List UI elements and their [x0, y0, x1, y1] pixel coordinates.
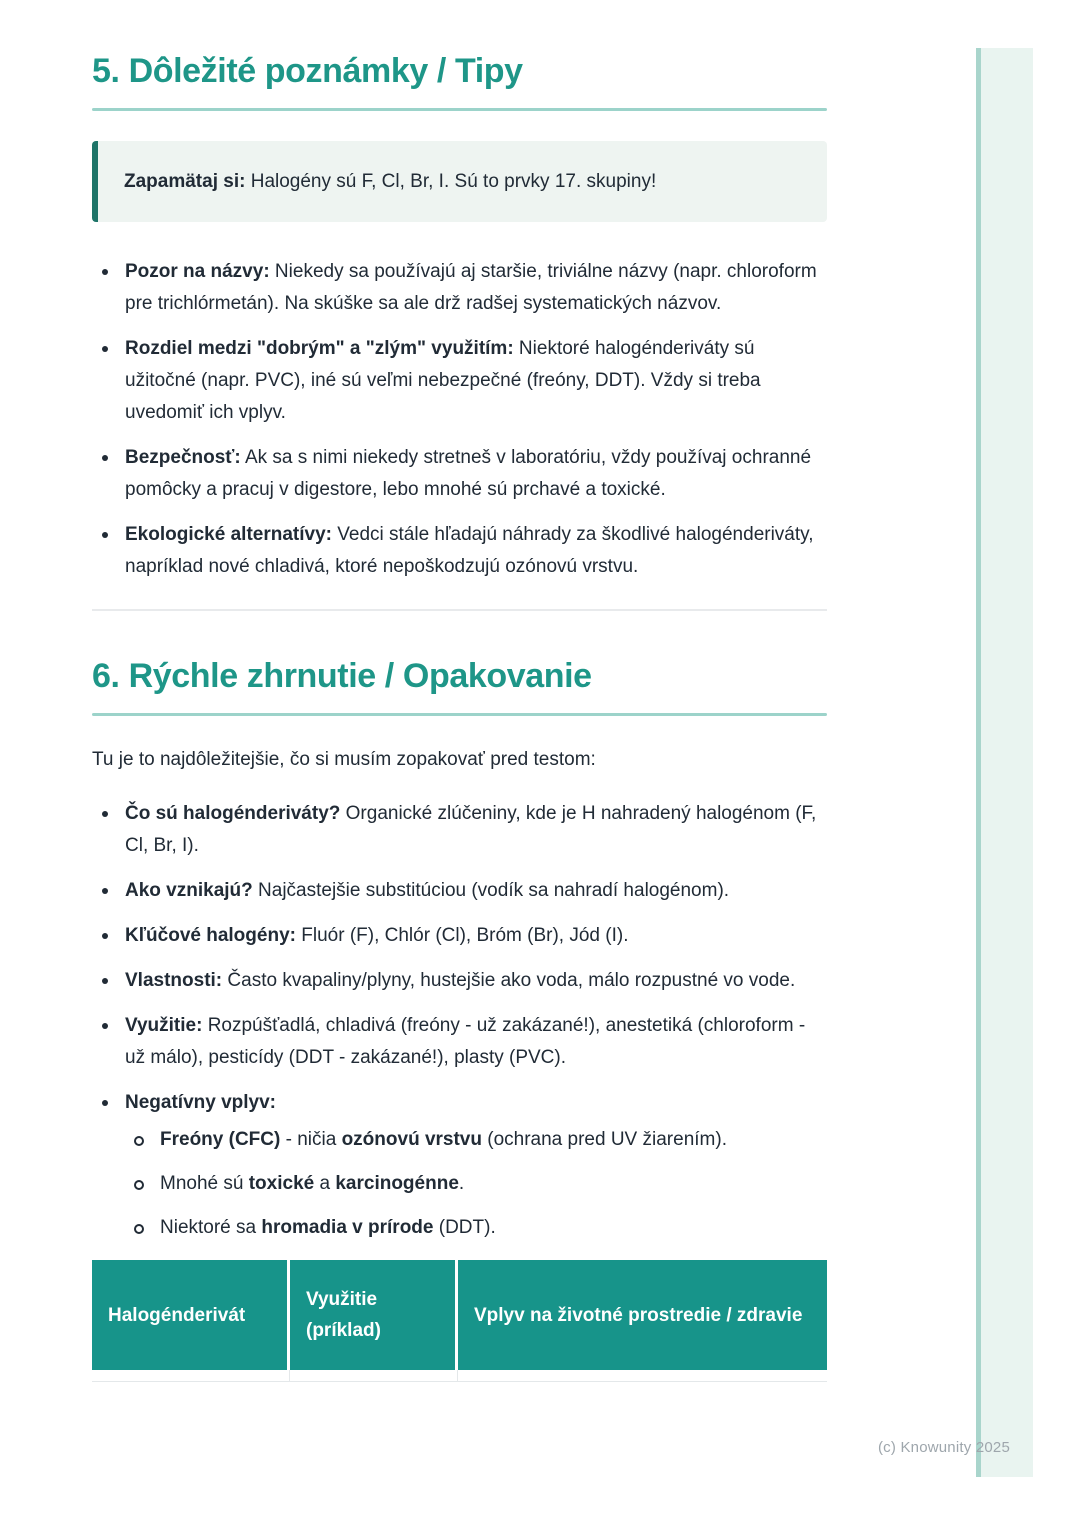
sub-list-item — [125, 1168, 827, 1200]
bullet-icon — [102, 978, 108, 984]
list-item-text: Vlastnosti: Často kvapaliny/plyny, hustejšie ako voda, málo rozpustné vo vode. — [125, 970, 796, 991]
list-item — [92, 333, 827, 429]
sub-list-item-text: Freóny (CFC) - ničia ozónovú vrstvu (ochrana pred UV žiarením). — [160, 1129, 727, 1150]
section-5-title: 5. Dôležité poznámky / Tipy — [92, 52, 523, 90]
circle-bullet-icon — [134, 1180, 144, 1190]
section-5-list — [92, 256, 827, 583]
document-content — [92, 52, 827, 1382]
table-header-vyuzitie: Využitie (príklad) — [290, 1260, 458, 1370]
list-item — [92, 442, 827, 506]
bullet-icon — [102, 1100, 108, 1106]
list-item-negative-impact — [92, 1087, 827, 1244]
section-6-list — [92, 798, 827, 1244]
bullet-icon — [102, 532, 108, 538]
sub-list-item — [125, 1212, 827, 1244]
list-item-text: Pozor na názvy: Niekedy sa používajú aj staršie, triviálne názvy (napr. chloroform pre trichlórmetán). Na skúške sa ale drž radšej systematických názvov. — [125, 261, 817, 314]
page-edge-stripe-line — [976, 48, 981, 1477]
table-row — [92, 1370, 827, 1382]
bullet-icon — [102, 888, 108, 894]
remember-callout-text: Zapamätaj si: Halogény sú F, Cl, Br, I. Sú to prvky 17. skupiny! — [124, 171, 657, 192]
list-item-text: Kľúčové halogény: Fluór (F), Chlór (Cl), Bróm (Br), Jód (I). — [125, 925, 629, 946]
circle-bullet-icon — [134, 1224, 144, 1234]
section-divider — [92, 609, 827, 611]
list-item — [92, 519, 827, 583]
table-header-vplyv: Vplyv na životné prostredie / zdravie — [458, 1260, 827, 1370]
summary-table-header-row — [92, 1260, 827, 1370]
list-item-text: Rozdiel medzi "dobrým" a "zlým" využitím: Niektoré halogénderiváty sú užitočné (napr. PVC), iné sú veľmi nebezpečné (freóny, DDT). Vždy si treba uvedomiť ich vplyv. — [125, 338, 761, 423]
sub-list-item-text: Niektoré sa hromadia v prírode (DDT). — [160, 1217, 496, 1238]
list-item — [92, 798, 827, 862]
list-item-text: Ekologické alternatívy: Vedci stále hľadajú náhrady za škodlivé halogénderiváty, napríklad nové chladivá, ktoré nepoškodzujú ozónovú vrstvu. — [125, 524, 814, 577]
section-6-intro: Tu je to najdôležitejšie, čo si musím zopakovať pred testom: — [92, 749, 596, 770]
bullet-icon — [102, 269, 108, 275]
negative-impact-sublist — [125, 1124, 827, 1244]
list-item — [92, 965, 827, 997]
page-edge-stripe-background — [981, 48, 1033, 1477]
list-item-text: Ako vznikajú? Najčastejšie substitúciou (vodík sa nahradí halogénom). — [125, 880, 730, 901]
list-item — [92, 875, 827, 907]
bullet-icon — [102, 933, 108, 939]
copyright-notice: (c) Knowunity 2025 — [877, 1439, 1010, 1456]
section-6-title-rule — [92, 713, 827, 716]
summary-table — [92, 1260, 827, 1382]
bullet-icon — [102, 1023, 108, 1029]
sub-list-item — [125, 1124, 827, 1156]
list-item — [92, 1010, 827, 1074]
bullet-icon — [102, 346, 108, 352]
list-item-text: Bezpečnosť: Ak sa s nimi niekedy stretneš v laboratóriu, vždy používaj ochranné pomôcky a pracuj v digestore, lebo mnohé sú prchavé a toxické. — [125, 447, 812, 500]
table-cell — [290, 1370, 458, 1381]
remember-callout — [92, 141, 827, 222]
table-cell — [92, 1370, 290, 1381]
section-5-title-rule — [92, 108, 827, 111]
bullet-icon — [102, 811, 108, 817]
table-header-halogenderivat: Halogénderivát — [92, 1260, 290, 1370]
sub-list-item-text: Mnohé sú toxické a karcinogénne. — [160, 1173, 465, 1194]
bullet-icon — [102, 455, 108, 461]
section-6-title: 6. Rýchle zhrnutie / Opakovanie — [92, 657, 592, 695]
list-item — [92, 256, 827, 320]
list-item-text: Negatívny vplyv: — [125, 1092, 276, 1113]
table-cell — [458, 1370, 827, 1381]
circle-bullet-icon — [134, 1136, 144, 1146]
list-item-text: Využitie: Rozpúšťadlá, chladivá (freóny - už zakázané!), anestetiká (chloroform - už málo), pesticídy (DDT - zakázané!), plasty (PVC). — [125, 1015, 806, 1068]
list-item — [92, 920, 827, 952]
list-item-text: Čo sú halogénderiváty? Organické zlúčeniny, kde je H nahradený halogénom (F, Cl, Br, I). — [125, 803, 817, 856]
